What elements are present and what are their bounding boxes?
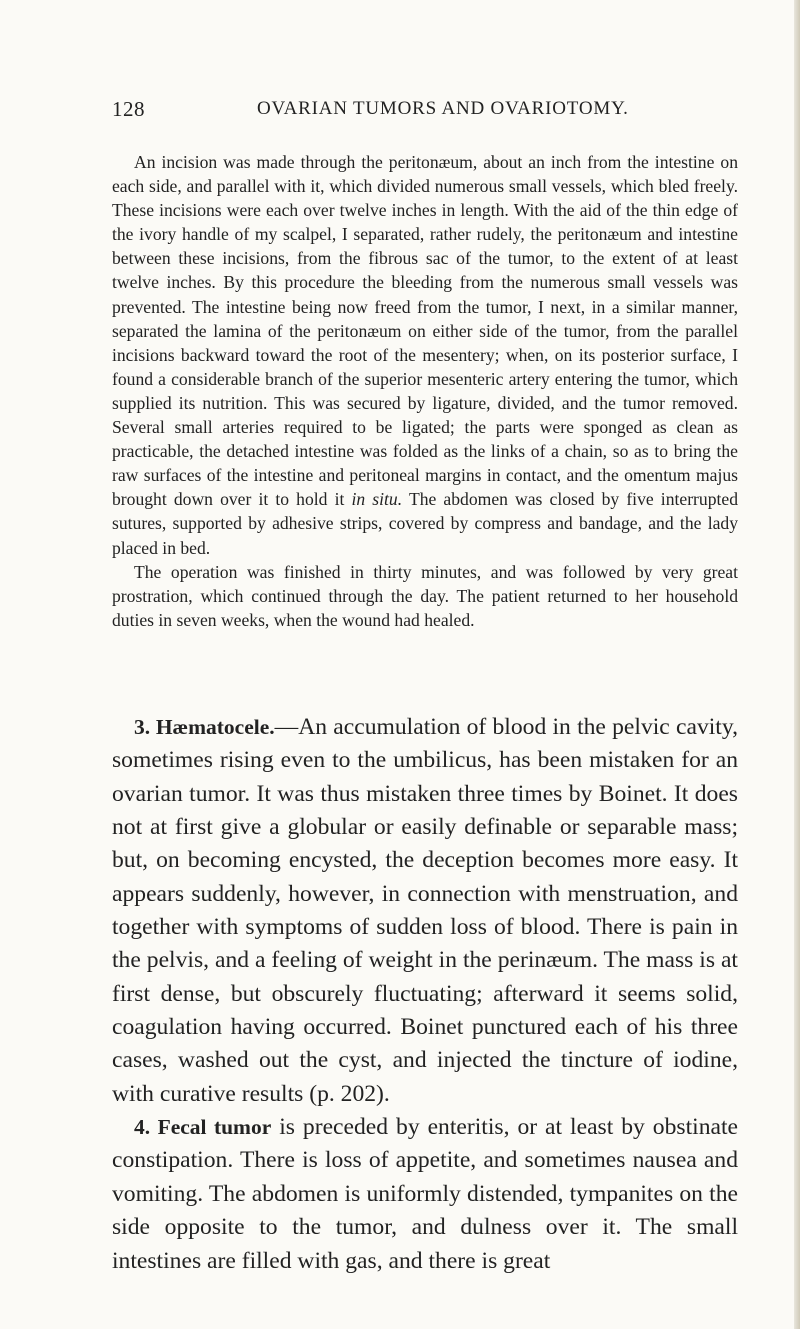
main-text-section: [112, 711, 738, 1278]
italic-phrase: in situ.: [351, 489, 403, 510]
paragraph-text: —An accumulation of blood in the pelvic cavity, sometimes rising even to the umbilicus, has been mistaken for an ovarian tumor. It was thus mistaken three times by Boinet. It does not at first give a globular or easily definable or separable mass; but, on becoming encysted, the deception becomes more easy. It appears suddenly, however, in connection with menstruation, and together with symptoms of sudden loss of blood. There is pain in the pelvis, and a feeling of weight in the perinæum. The mass is at first dense, but obscurely fluctuating; afterward it seems solid, coagulation having occurred. Boinet punctured each of his three cases, washed out the cyst, and injected the tincture of iodine, with curative results (p. 202).: [112, 714, 739, 1107]
page-edge: [794, 0, 800, 1329]
paragraph-text: is preceded by enteritis, or at least by obstinate constipation. There is loss of appetite, and sometimes nausea and vomiting. The abdomen is uniformly distended, tympanites on the side opposite to the tumor, and dulness over it. The small intestines are filled with gas, and there is great: [112, 1114, 738, 1274]
paragraph-text: The abdomen was closed by five interrupted sutures, supported by adhesive strips, covered by compress and bandage, and the lady placed in bed.: [112, 489, 738, 558]
paragraph-haematocele: [112, 711, 738, 1111]
small-print-section: [112, 150, 738, 632]
paragraph-fecal-tumor: [112, 1111, 738, 1278]
page-header: [112, 97, 738, 127]
paragraph-operation-details: [112, 150, 738, 560]
section-heading-haematocele: 3. Hæmatocele.: [134, 715, 275, 739]
paragraph-text: An incision was made through the peritonæum, about an inch from the intestine on each side, and parallel with it, which divided numerous small vessels, which bled freely. These incisions were each over twelve inches in length. With the aid of the thin edge of the ivory handle of my scalpel, I separated, rather rudely, the peritonæum and intestine between these incisions, from the fibrous sac of the tumor, to the extent of at least twelve inches. By this procedure the bleeding from the numerous small vessels was prevented. The intestine being now freed from the tumor, I next, in a similar manner, separated the lamina of the peritonæum on either side of the tumor, from the parallel incisions backward toward the root of the mesentery; when, on its posterior surface, I found a considerable branch of the superior mesenteric artery entering the tumor, which supplied its nutrition. This was secured by ligature, divided, and the tumor removed. Several small arteries required to be ligated; the parts were sponged as clean as practicable, the detached intestine was folded as the links of a chain, so as to bring the raw surfaces of the intestine and peritoneal margins in contact, and the omentum majus brought down over it to hold it: [112, 152, 738, 510]
section-heading-fecal-tumor: 4. Fecal tumor: [134, 1115, 272, 1140]
paragraph-operation-outcome: The operation was finished in thirty minutes, and was followed by very great prostration, which continued through the day. The patient returned to her household duties in seven weeks, when the wound had healed.: [112, 561, 738, 630]
running-title: OVARIAN TUMORS AND OVARIOTOMY.: [257, 98, 629, 119]
page-number: 128: [112, 97, 145, 121]
